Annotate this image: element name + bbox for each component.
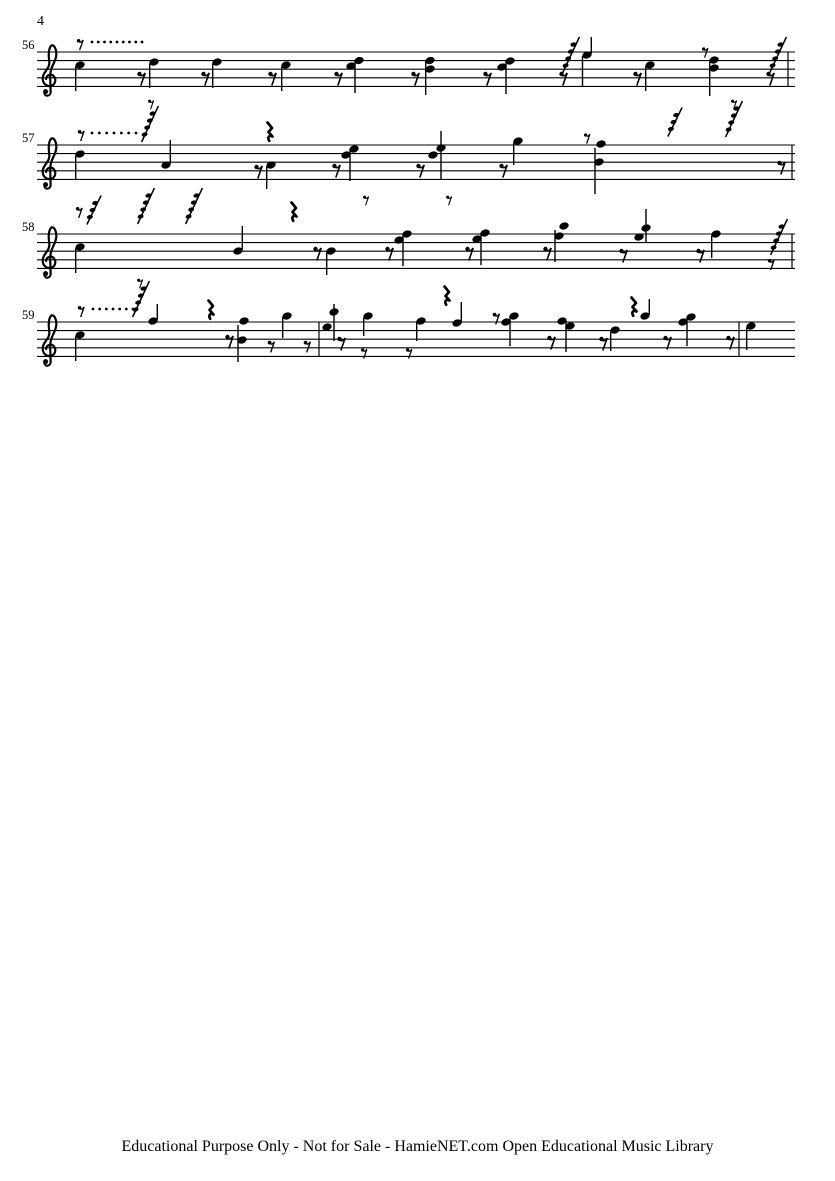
roll-cluster: [725, 101, 742, 137]
eighth-rest: [406, 348, 412, 358]
eighth-rest: [78, 306, 84, 317]
footer-text: Educational Purpose Only - Not for Sale - HamieNET.com Open Educational Music Library: [121, 1138, 714, 1155]
eighth-rest: [363, 196, 369, 206]
eighth-rest: [76, 207, 82, 218]
chord: [345, 56, 364, 93]
measure-number: 58: [22, 220, 35, 234]
eighth-rest: [559, 72, 567, 86]
quarter-rest: [632, 298, 637, 316]
roll-cluster: [770, 219, 787, 255]
note: [362, 311, 373, 336]
staff-system-59: [22, 281, 795, 366]
chord: [633, 223, 651, 242]
roll-cluster: [86, 196, 101, 225]
eighth-rest: [543, 247, 551, 261]
quarter-rest: [209, 301, 214, 319]
note: [745, 321, 756, 350]
quarter-rest: [268, 123, 273, 141]
note: [451, 302, 462, 328]
eighth-rest: [334, 72, 342, 86]
measure-number: 57: [22, 131, 35, 145]
grace-note-head: [562, 63, 569, 69]
eighth-rest: [137, 279, 143, 289]
page-number: 4: [37, 14, 44, 29]
chord: [677, 312, 696, 346]
eighth-rest: [465, 247, 473, 261]
note: [232, 226, 243, 256]
staff-system-58: [22, 188, 795, 288]
treble-clef-icon: [43, 227, 57, 277]
roll-cluster: [769, 37, 786, 73]
eighth-rest: [225, 335, 233, 349]
chord: [427, 143, 446, 160]
grace-note-head: [141, 132, 148, 138]
eighth-rest: [493, 313, 500, 325]
eighth-rest: [304, 341, 311, 353]
repeat-dots: [91, 132, 138, 135]
grace-note-head: [92, 200, 99, 206]
roll-cluster: [137, 188, 154, 224]
note: [512, 136, 523, 165]
treble-clef-icon: [43, 315, 57, 365]
quarter-rest: [292, 203, 297, 221]
eighth-rest: [201, 72, 209, 86]
staff-system-57: [22, 101, 795, 205]
note: [265, 160, 276, 189]
chord: [500, 311, 519, 346]
note: [710, 229, 721, 258]
eighth-rest: [633, 72, 641, 86]
measure-number: 56: [22, 38, 35, 52]
grace-note-head: [770, 245, 777, 251]
note: [74, 149, 85, 180]
eighth-rest: [619, 249, 627, 263]
note: [325, 246, 336, 275]
roll-cluster: [141, 106, 158, 142]
note-head: [238, 316, 249, 326]
chord: [424, 56, 435, 95]
treble-clef-icon: [43, 45, 57, 95]
eighth-rest: [777, 161, 785, 175]
eighth-rest: [313, 247, 321, 261]
roll-cluster: [667, 108, 682, 137]
chord: [708, 55, 719, 96]
chord: [393, 229, 412, 266]
measure-number: 59: [22, 308, 35, 322]
grace-note-head: [185, 214, 192, 220]
eighth-rest: [78, 130, 84, 141]
note-head: [558, 221, 569, 231]
eighth-rest: [137, 72, 145, 86]
treble-clef-icon: [43, 138, 57, 188]
roll-cluster: [185, 188, 202, 224]
repeat-dots: [92, 308, 135, 311]
eighth-rest: [361, 348, 367, 358]
eighth-rest: [77, 39, 83, 50]
note: [609, 325, 620, 351]
chord: [496, 56, 515, 94]
eighth-rest: [268, 72, 276, 86]
grace-note-head: [725, 127, 732, 133]
staff-system-56: [22, 37, 795, 109]
eighth-rest: [411, 72, 419, 86]
note: [415, 316, 426, 341]
chord: [553, 221, 569, 241]
eighth-rest: [446, 196, 452, 206]
note: [639, 299, 650, 321]
eighth-rest: [254, 165, 262, 179]
note: [281, 311, 292, 338]
grace-note-head: [132, 307, 139, 313]
eighth-rest: [696, 249, 704, 263]
quarter-rest: [445, 287, 450, 305]
repeat-dots: [91, 41, 144, 44]
eighth-rest: [766, 72, 774, 86]
roll-cluster: [562, 37, 579, 73]
eighth-rest: [148, 100, 154, 110]
eighth-rest: [584, 133, 590, 143]
eighth-rest: [268, 341, 275, 353]
note-head: [595, 139, 606, 149]
eighth-rest: [337, 337, 345, 351]
note-head: [427, 150, 438, 160]
eighth-rest: [385, 247, 393, 261]
eighth-rest: [483, 72, 491, 86]
grace-note-head: [769, 63, 776, 69]
grace-note-head: [137, 214, 144, 220]
eighth-rest: [599, 337, 607, 351]
chord: [321, 307, 339, 332]
grace-note-head: [673, 112, 680, 118]
note: [211, 57, 222, 88]
note: [148, 57, 159, 88]
